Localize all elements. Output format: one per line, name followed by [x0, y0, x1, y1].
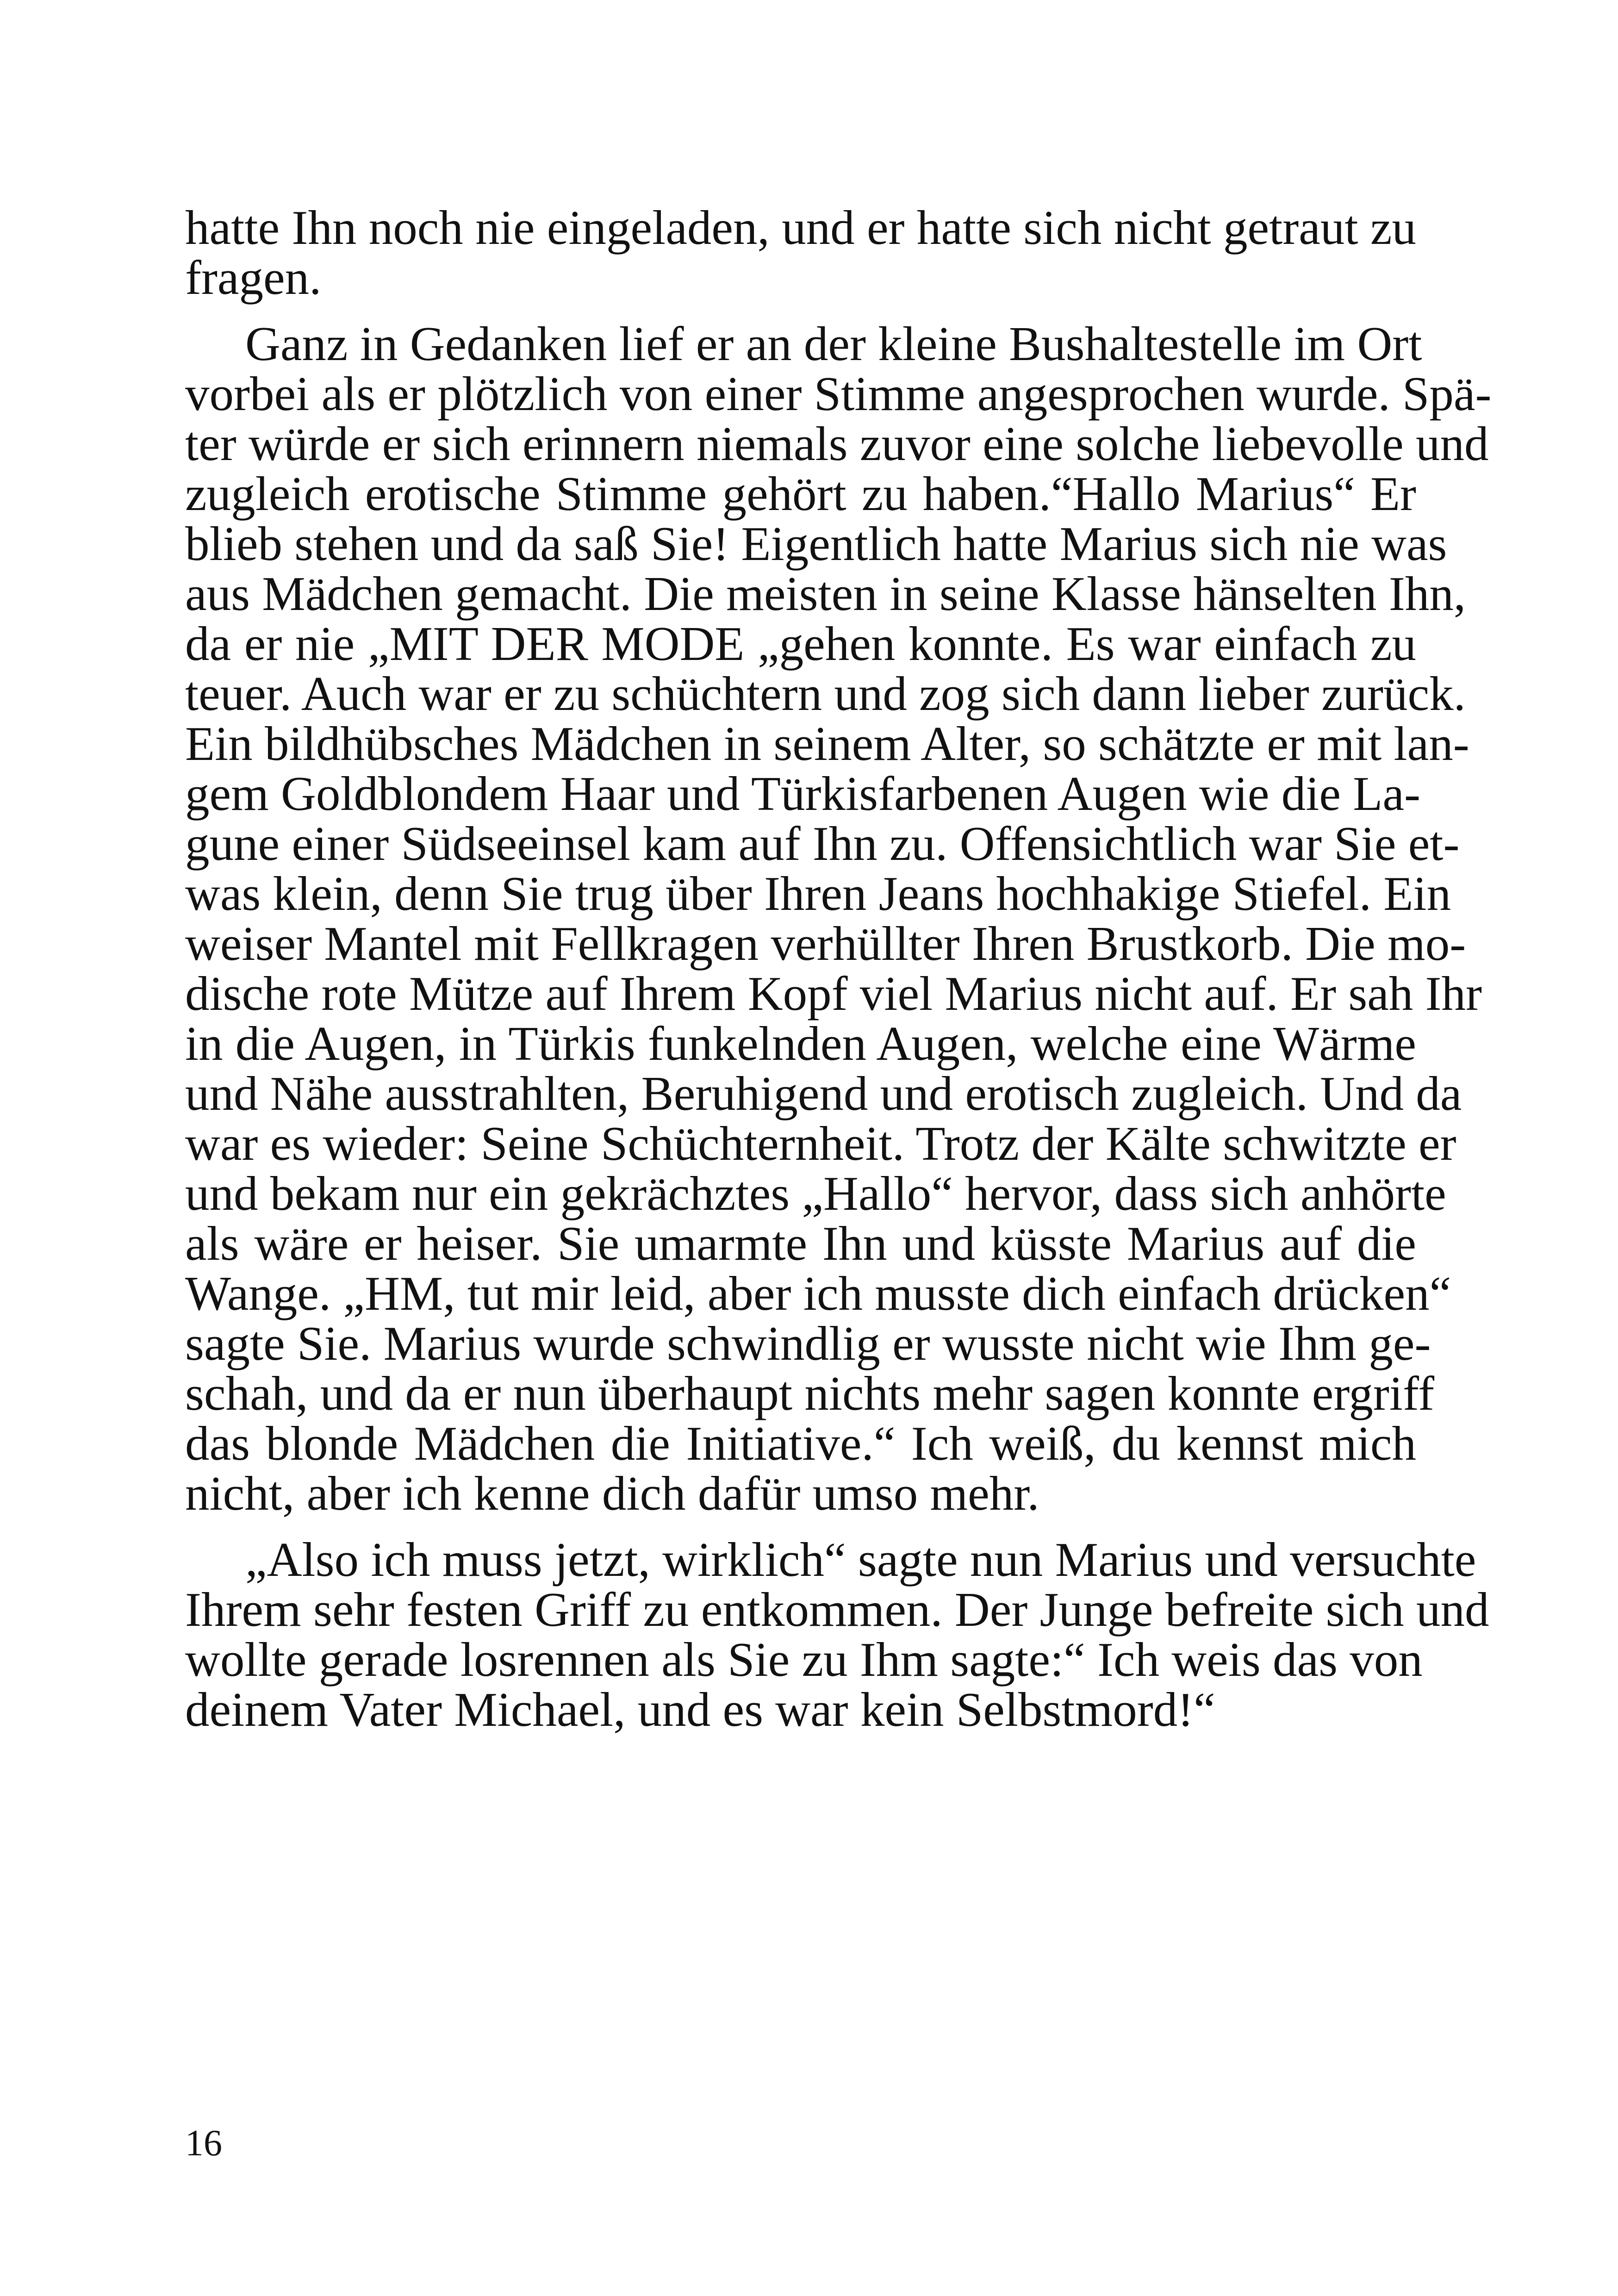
text-line: Ganz in Gedanken lief er an der kleine Bushaltestelle im Ort: [245, 317, 1422, 371]
text-line: was klein, denn Sie trug über Ihren Jeans hochhakige Stiefel. Ein: [185, 866, 1451, 921]
text-line: hatte Ihn noch nie eingeladen, und er hatte sich nicht getraut zu: [185, 200, 1416, 255]
text-line: aus Mädchen gemacht. Die meisten in seine Klasse hänselten Ihn,: [185, 566, 1466, 621]
text-line: Ihrem sehr festen Griff zu entkommen. Der Junge befreite sich und: [185, 1582, 1489, 1636]
text-line: weiser Mantel mit Fellkragen verhüllter Ihren Brustkorb. Die mo-: [185, 916, 1466, 971]
text-line: dische rote Mütze auf Ihrem Kopf viel Marius nicht auf. Er sah Ihr: [185, 966, 1482, 1020]
paragraph: [185, 1532, 1489, 1736]
text-line: Ein bildhübsches Mädchen in seinem Alter, so schätzte er mit lan-: [185, 716, 1469, 771]
text-line: war es wieder: Seine Schüchternheit. Trotz der Kälte schwitzte er: [185, 1116, 1456, 1170]
text-line: teuer. Auch war er zu schüchtern und zog sich dann lieber zurück.: [185, 666, 1466, 721]
text-line: fragen.: [185, 250, 322, 305]
text-line: gem Goldblondem Haar und Türkisfarbenen Augen wie die La-: [185, 766, 1420, 821]
text-line: „Also ich muss jetzt, wirklich“ sagte nun Marius und versuchte: [245, 1532, 1476, 1587]
text-line: nicht, aber ich kenne dich dafür umso mehr.: [185, 1466, 1039, 1520]
page-number: 16: [185, 2123, 222, 2164]
paragraph: [185, 200, 1416, 305]
text-line: und bekam nur ein gekrächztes „Hallo“ hervor, dass sich anhörte: [185, 1166, 1446, 1220]
text-line: Wange. „HM, tut mir leid, aber ich musste dich einfach drücken“: [185, 1266, 1451, 1320]
text-line: wollte gerade losrennen als Sie zu Ihm sagte:“ Ich weis das von: [185, 1632, 1423, 1686]
paragraph: [185, 317, 1492, 1520]
text-line: vorbei als er plötzlich von einer Stimme angesprochen wurde. Spä-: [185, 367, 1492, 421]
text-line: schah, und da er nun überhaupt nichts mehr sagen konnte ergriff: [185, 1366, 1435, 1420]
text-line: blieb stehen und da saß Sie! Eigentlich hatte Marius sich nie was: [185, 516, 1447, 571]
text-line: sagte Sie. Marius wurde schwindlig er wusste nicht wie Ihm ge-: [185, 1316, 1431, 1370]
text-line: in die Augen, in Türkis funkelnden Augen, welche eine Wärme: [185, 1016, 1416, 1070]
text-line: das blonde Mädchen die Initiative.“ Ich weiß, du kennst mich: [185, 1416, 1416, 1470]
text-line: ter würde er sich erinnern niemals zuvor eine solche liebevolle und: [185, 417, 1489, 471]
body-text: [185, 200, 1492, 1736]
text-line: als wäre er heiser. Sie umarmte Ihn und küsste Marius auf die: [185, 1216, 1416, 1270]
text-line: gune einer Südseeinsel kam auf Ihn zu. Offensichtlich war Sie et-: [185, 816, 1460, 871]
text-line: da er nie „MIT DER MODE „gehen konnte. Es war einfach zu: [185, 616, 1416, 671]
text-line: und Nähe ausstrahlten, Beruhigend und erotisch zugleich. Und da: [185, 1066, 1462, 1120]
text-line: zugleich erotische Stimme gehört zu haben.“Hallo Marius“ Er: [185, 467, 1416, 521]
text-line: deinem Vater Michael, und es war kein Selbstmord!“: [185, 1682, 1215, 1736]
